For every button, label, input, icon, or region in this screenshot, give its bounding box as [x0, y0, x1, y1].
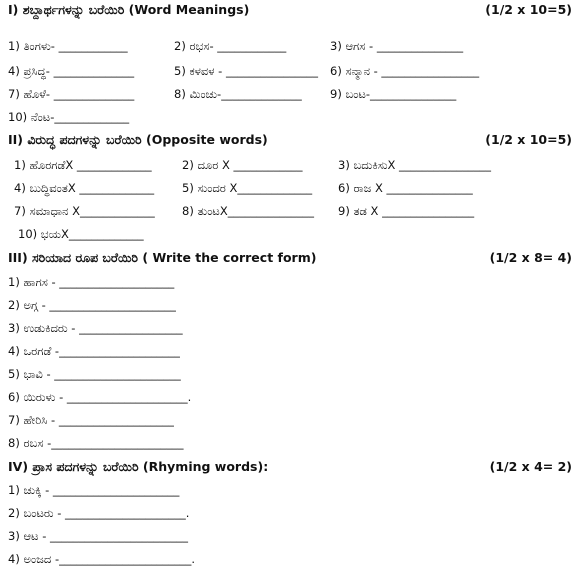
s2-q3[interactable]: 3) ಬದುಕಿಸುX ________________: [338, 158, 492, 172]
section-3-header: [8, 250, 572, 268]
s3-q2[interactable]: 2) ಅಗ್ಗ - ______________________: [8, 298, 176, 312]
s2-q4[interactable]: 4) ಬುದ್ಧಿವಂತX _____________: [14, 181, 155, 195]
s4-q2[interactable]: 2) ಬಂಟರು - _____________________.: [8, 506, 190, 520]
s2-q6[interactable]: 6) ರಾಜ X _______________: [338, 181, 473, 195]
s1-q2[interactable]: 2) ರಭಸ- ____________: [174, 39, 287, 53]
s2-row-1: [14, 157, 579, 174]
s2-q9[interactable]: 9) ತಡ X ________________: [338, 204, 475, 218]
s3-q8[interactable]: 8) ರಬಸ -_______________________: [8, 436, 184, 450]
s3-q5[interactable]: 5) ಭಾವಿ - ______________________: [8, 367, 181, 381]
s4-q4[interactable]: 4) ಅಂಜದ -_______________________.: [8, 552, 195, 566]
section-1-header: [8, 2, 572, 20]
s1-q6[interactable]: 6) ಸನ್ಮಾನ - _________________: [330, 64, 480, 78]
s1-q3[interactable]: 3) ಆಗಸ - _______________: [330, 39, 464, 53]
section-2-marks: (1/2 x 10=5): [485, 132, 572, 147]
section-1-marks: (1/2 x 10=5): [485, 2, 572, 17]
s3-q7[interactable]: 7) ಹೇರಿಸಿ - ____________________: [8, 413, 174, 427]
s1-q5[interactable]: 5) ಕಳವಳ - ________________: [174, 64, 318, 78]
s1-q1[interactable]: 1) ತಿಂಗಳು- ____________: [8, 39, 128, 53]
s1-q8[interactable]: 8) ಮಿಂಚು-______________: [174, 87, 302, 101]
s1-q9[interactable]: 9) ಬಂಟ-_______________: [330, 87, 457, 101]
s2-q10[interactable]: 10) ಭಯX_____________: [18, 227, 144, 241]
section-2-header: [8, 132, 572, 150]
s2-q2[interactable]: 2) ದೂರ X ____________: [182, 158, 303, 172]
s2-row-2: [14, 180, 579, 197]
s2-q5[interactable]: 5) ಸುಂದರ X_____________: [182, 181, 313, 195]
section-1-title: I) ಶಬ್ದಾರ್ಥಗಳನ್ನು ಬರೆಯಿರಿ (Word Meanings): [8, 2, 250, 17]
s1-row-4: [8, 109, 578, 126]
section-4-header: [8, 459, 572, 477]
section-2-title: II) ವಿರುದ್ಧ ಪದಗಳನ್ನು ಬರೆಯಿರಿ (Opposite words): [8, 132, 268, 147]
s2-row-4: [18, 226, 578, 243]
s1-q10[interactable]: 10) ನೆಂಟ-_____________: [8, 110, 130, 124]
section-4-marks: (1/2 x 4= 2): [489, 459, 572, 474]
section-3-marks: (1/2 x 8= 4): [489, 250, 572, 265]
s3-q3[interactable]: 3) ಉಡುಕಿದರು - __________________: [8, 321, 183, 335]
s1-q4[interactable]: 4) ಪ್ರಸಿದ್ಧ- ______________: [8, 64, 135, 78]
s2-q8[interactable]: 8) ತುಂಟX_______________: [182, 204, 314, 218]
section-4-title: IV) ಪ್ರಾಸ ಪದಗಳನ್ನು ಬರೆಯಿರಿ (Rhyming words):: [8, 459, 269, 474]
s2-q7[interactable]: 7) ಸಮಾಧಾನ X_____________: [14, 204, 155, 218]
s1-row-3: [8, 86, 578, 103]
s2-q1[interactable]: 1) ಹೊರಗಡೆX _____________: [14, 158, 152, 172]
s1-q7[interactable]: 7) ಹೊಳೆ- ______________: [8, 87, 135, 101]
s1-row-1: [8, 38, 578, 55]
s3-q6[interactable]: 6) ಯಿರುಳು - _____________________.: [8, 390, 192, 404]
s4-q1[interactable]: 1) ಚುಕ್ಕಿ - ______________________: [8, 483, 180, 497]
s1-row-2: [8, 63, 578, 80]
section-3-title: III) ಸರಿಯಾದ ರೂಪ ಬರೆಯಿರಿ ( Write the correct form): [8, 250, 317, 265]
s4-q3[interactable]: 3) ಆಟ - ________________________: [8, 529, 189, 543]
s2-row-3: [14, 203, 579, 220]
s3-q1[interactable]: 1) ಹಾಗಸ - ____________________: [8, 275, 175, 289]
s3-q4[interactable]: 4) ಒರಗಡೆ -_____________________: [8, 344, 180, 358]
